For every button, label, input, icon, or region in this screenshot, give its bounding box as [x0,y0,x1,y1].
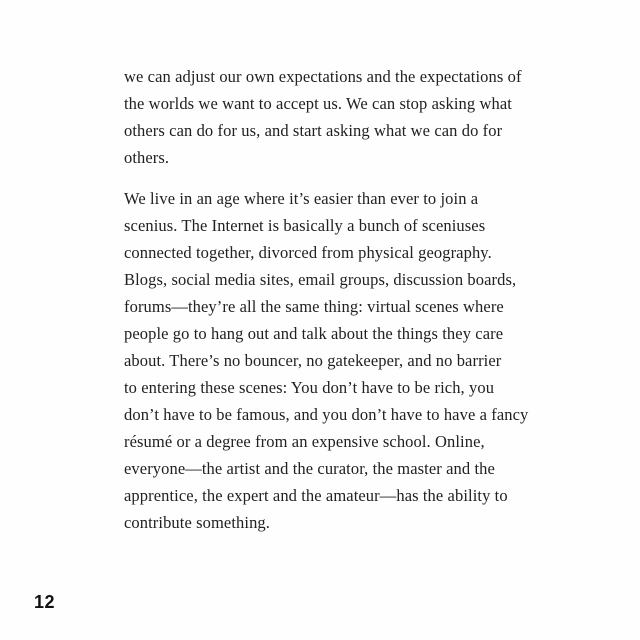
text-line: about. There’s no bouncer, no gatekeeper, and no barrier [124,351,502,370]
text-line: the worlds we want to accept us. We can stop asking what [124,94,512,113]
page-number: 12 [34,592,56,612]
text-line: apprentice, the expert and the amateur—has the ability to [124,486,508,505]
text-line: We live in an age where it’s easier than ever to join a [124,189,479,208]
text-line: Blogs, social media sites, email groups, discussion boards, [124,270,517,289]
text-line: forums—they’re all the same thing: virtual scenes where [124,297,504,316]
text-line: others. [124,148,170,167]
text-line: connected together, divorced from physical geography. [124,243,492,262]
paragraph [124,185,529,536]
body-text [124,63,529,536]
text-line: scenius. The Internet is basically a bunch of sceniuses [124,216,486,235]
text-line: others can do for us, and start asking what we can do for [124,121,503,140]
text-line: everyone—the artist and the curator, the master and the [124,459,495,478]
text-line: contribute something. [124,513,270,532]
text-line: don’t have to be famous, and you don’t have to have a fancy [124,405,529,424]
text-line: résumé or a degree from an expensive school. Online, [124,432,485,451]
paragraph [124,63,524,171]
text-line: to entering these scenes: You don’t have to be rich, you [124,378,495,397]
text-line: we can adjust our own expectations and the expectations of [124,67,522,86]
text-line: people go to hang out and talk about the things they care [124,324,504,343]
